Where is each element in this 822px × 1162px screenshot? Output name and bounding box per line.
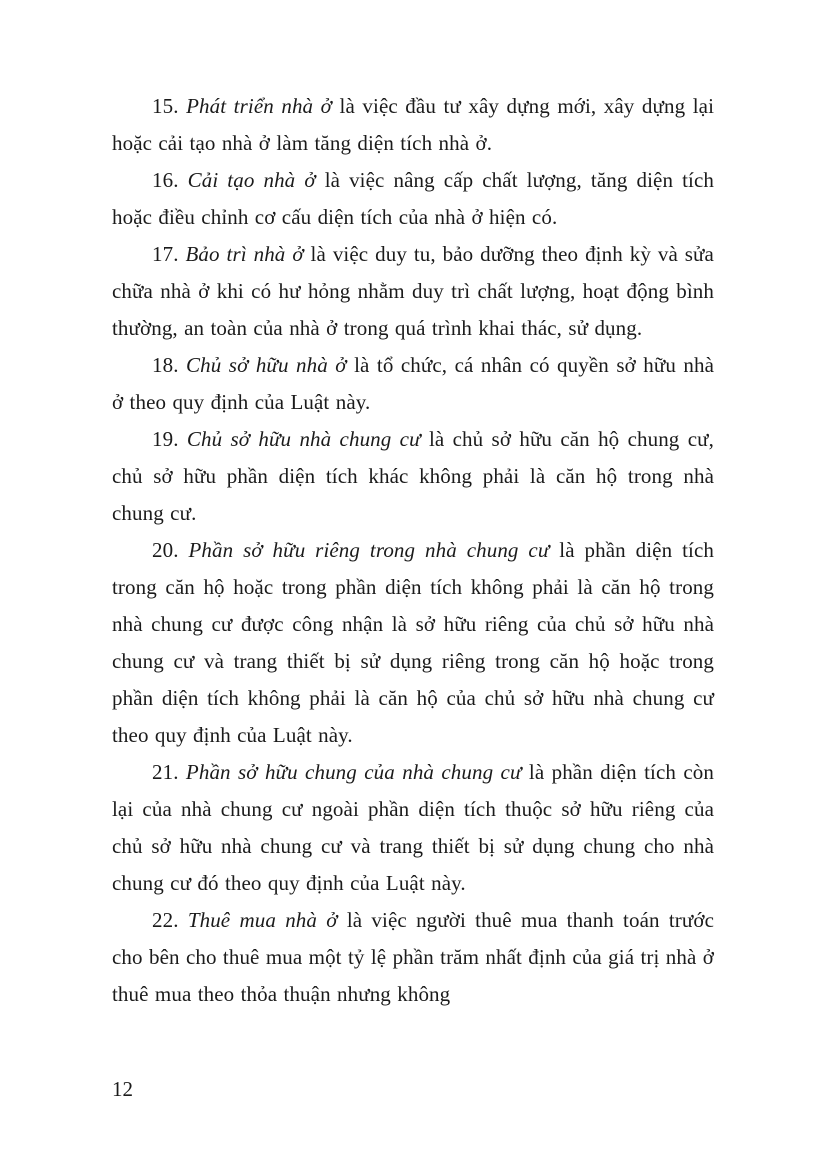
item-number: 21. [152,760,179,784]
item-number: 19. [152,427,179,451]
item-number: 17. [152,242,179,266]
item-text: là việc duy tu, bảo dưỡng theo định kỳ và sửa chữa nhà ở khi có hư hỏng nhằm duy trì chất lượng, hoạt động bình thường, an toàn của nhà ở trong quá trình khai thác, sử dụng. [112,242,714,340]
defined-term: Chủ sở hữu nhà chung cư [186,427,421,451]
paragraph-17 [112,236,714,347]
paragraph-15 [112,88,714,162]
item-number: 22. [152,908,179,932]
item-number: 18. [152,353,179,377]
defined-term: Phát triển nhà ở [186,94,332,118]
paragraph-20 [112,532,714,754]
paragraph-18 [112,347,714,421]
item-text: là phần diện tích còn lại của nhà chung cư ngoài phần diện tích thuộc sở hữu riêng của chủ sở hữu nhà chung cư và trang thiết bị sử dụng chung cho nhà chung cư đó theo quy định của Luật này. [112,760,714,895]
item-number: 15. [152,94,179,118]
item-text: là chủ sở hữu căn hộ chung cư, chủ sở hữu phần diện tích khác không phải là căn hộ trong nhà chung cư. [112,427,714,525]
defined-term: Phần sở hữu chung của nhà chung cư [185,760,522,784]
item-text: là việc người thuê mua thanh toán trước cho bên cho thuê mua một tỷ lệ phần trăm nhất định của giá trị nhà ở thuê mua theo thỏa thuận nhưng không [112,908,715,1006]
item-number: 20. [152,538,179,562]
item-text: là tổ chức, cá nhân có quyền sở hữu nhà ở theo quy định của Luật này. [112,353,715,414]
paragraph-22 [112,902,714,1013]
item-number: 16. [152,168,179,192]
item-text: là việc nâng cấp chất lượng, tăng diện tích hoặc điều chỉnh cơ cấu diện tích của nhà ở hiện có. [112,168,714,229]
text-block [112,88,714,1013]
item-text: là việc đầu tư xây dựng mới, xây dựng lại hoặc cải tạo nhà ở làm tăng diện tích nhà ở. [112,94,715,155]
paragraph-19 [112,421,714,532]
defined-term: Chủ sở hữu nhà ở [186,353,347,377]
defined-term: Phần sở hữu riêng trong nhà chung cư [188,538,550,562]
item-text: là phần diện tích trong căn hộ hoặc trong phần diện tích không phải là căn hộ trong nhà chung cư được công nhận là sở hữu riêng của chủ sở hữu nhà chung cư và trang thiết bị sử dụng riêng trong căn hộ hoặc trong phần diện tích không phải là căn hộ của chủ sở hữu nhà chung cư theo quy định của Luật này. [112,538,714,747]
paragraph-21 [112,754,714,902]
defined-term: Thuê mua nhà ở [187,908,338,932]
page-number: 12 [112,1077,133,1101]
defined-term: Cải tạo nhà ở [187,168,316,192]
paragraph-16 [112,162,714,236]
defined-term: Bảo trì nhà ở [185,242,304,266]
